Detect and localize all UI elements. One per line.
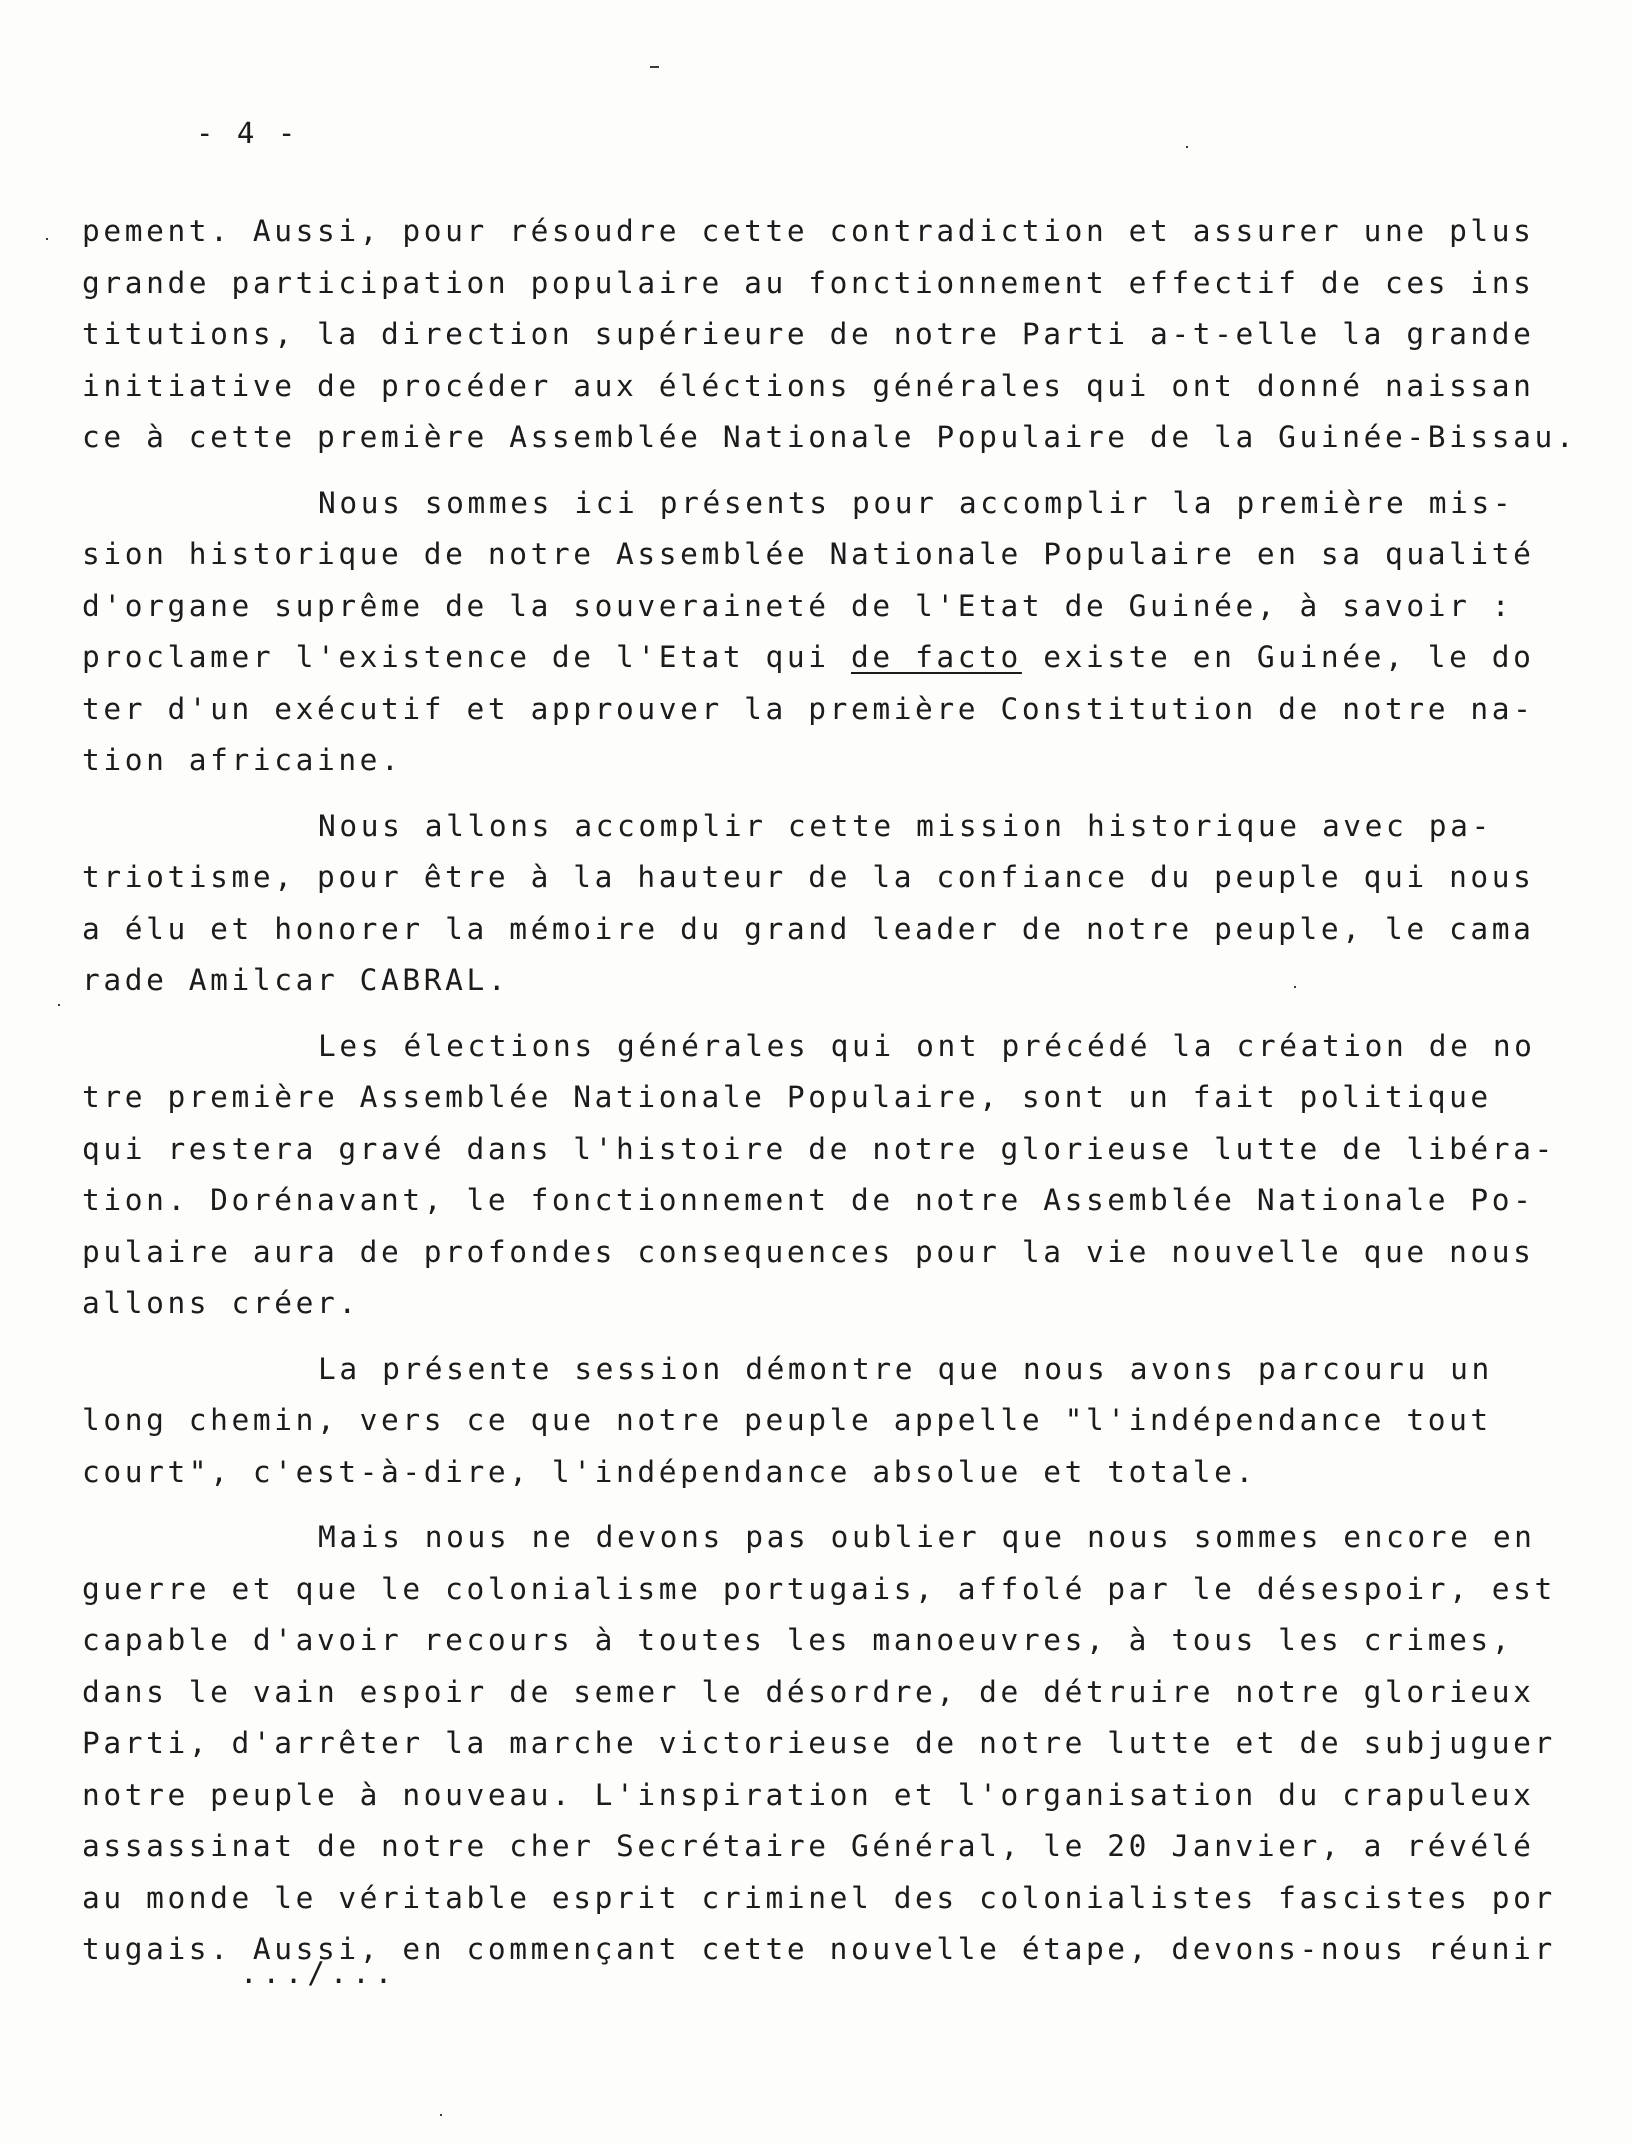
text-line: pement. Aussi, pour résoudre cette contradiction et assurer une plus xyxy=(82,214,1535,248)
text-line: au monde le véritable esprit criminel des colonialistes fascistes por xyxy=(82,1880,1556,1915)
text-line: initiative de procéder aux éléctions générales qui ont donné naissan xyxy=(82,368,1535,403)
text-line: a élu et honorer la mémoire du grand leader de notre peuple, le cama xyxy=(82,911,1535,946)
document-body xyxy=(82,206,1578,1990)
text-line: assassinat de notre cher Secrétaire Général, le 20 Janvier, a révélé xyxy=(82,1829,1535,1863)
scan-speck xyxy=(46,238,48,240)
underlined-term: de facto xyxy=(850,640,1022,674)
text-line: Les élections générales qui ont précédé la création de no xyxy=(318,1028,1536,1063)
text-line: Nous allons accomplir cette mission historique avec pa- xyxy=(318,808,1493,843)
text-line: Parti, d'arrêter la marche victorieuse de notre lutte et de subjuguer xyxy=(82,1726,1556,1760)
text-line: dans le vain espoir de semer le désordre, de détruire notre glorieux xyxy=(82,1674,1535,1709)
text-line: qui restera gravé dans l'histoire de notre glorieuse lutte de libéra- xyxy=(82,1131,1556,1166)
scan-speck xyxy=(440,2114,442,2116)
paragraph-1 xyxy=(82,206,1578,464)
scan-speck xyxy=(650,66,659,68)
text-line: tion. Dorénavant, le fonctionnement de notre Assemblée Nationale Po- xyxy=(82,1183,1535,1217)
text-line: titutions, la direction supérieure de notre Parti a-t-elle la grande xyxy=(82,317,1535,351)
text-line: allons créer. xyxy=(82,1286,360,1320)
continuation-mark: .../... xyxy=(240,1956,398,1990)
text-line: notre peuple à nouveau. L'inspiration et l'organisation du crapuleux xyxy=(82,1777,1535,1812)
text-line: ce à cette première Assemblée Nationale Populaire de la Guinée-Bissau. xyxy=(82,420,1578,454)
text-line: tion africaine. xyxy=(82,743,403,777)
text-line xyxy=(82,632,1535,684)
text-line: tre première Assemblée Nationale Populaire, sont un fait politique xyxy=(82,1080,1492,1114)
text-line: capable d'avoir recours à toutes les manoeuvres, à tous les crimes, xyxy=(82,1623,1514,1657)
text-segment: proclamer l'existence de l'Etat qui xyxy=(82,640,851,674)
paragraph-2 xyxy=(82,478,1535,787)
text-line: tugais. Aussi, en commençant cette nouvelle étape, devons-nous réunir xyxy=(82,1932,1556,1966)
text-line: long chemin, vers ce que notre peuple appelle "l'indépendance tout xyxy=(82,1403,1492,1437)
text-line: rade Amilcar CABRAL. xyxy=(82,963,510,997)
scan-speck xyxy=(58,1004,60,1006)
text-line: La présente session démontre que nous avons parcouru un xyxy=(318,1351,1493,1386)
page-number: - 4 - xyxy=(196,116,299,150)
text-line: pulaire aura de profondes consequences pour la vie nouvelle que nous xyxy=(82,1234,1535,1269)
text-line: guerre et que le colonialisme portugais, affolé par le désespoir, est xyxy=(82,1571,1556,1606)
scan-speck xyxy=(1294,986,1296,988)
text-line: grande participation populaire au fonctionnement effectif de ces ins xyxy=(82,265,1535,300)
text-line: Mais nous ne devons pas oublier que nous sommes encore en xyxy=(318,1520,1536,1554)
text-line: sion historique de notre Assemblée Nationale Populaire en sa qualité xyxy=(82,537,1535,571)
text-line: ter d'un exécutif et approuver la première Constitution de notre na- xyxy=(82,691,1535,726)
text-line: court", c'est-à-dire, l'indépendance absolue et totale. xyxy=(82,1454,1257,1489)
paragraph-4 xyxy=(82,1021,1556,1330)
text-line: triotisme, pour être à la hauteur de la confiance du peuple qui nous xyxy=(82,860,1535,894)
scan-speck xyxy=(1186,146,1188,148)
text-segment: existe en Guinée, le do xyxy=(1021,640,1535,674)
paragraph-6 xyxy=(82,1512,1556,1976)
text-line: d'organe suprême de la souveraineté de l'Etat de Guinée, à savoir : xyxy=(82,588,1514,623)
paragraph-5 xyxy=(82,1344,1493,1499)
paragraph-3 xyxy=(82,801,1535,1007)
text-line: Nous sommes ici présents pour accomplir la première mis- xyxy=(318,485,1515,520)
